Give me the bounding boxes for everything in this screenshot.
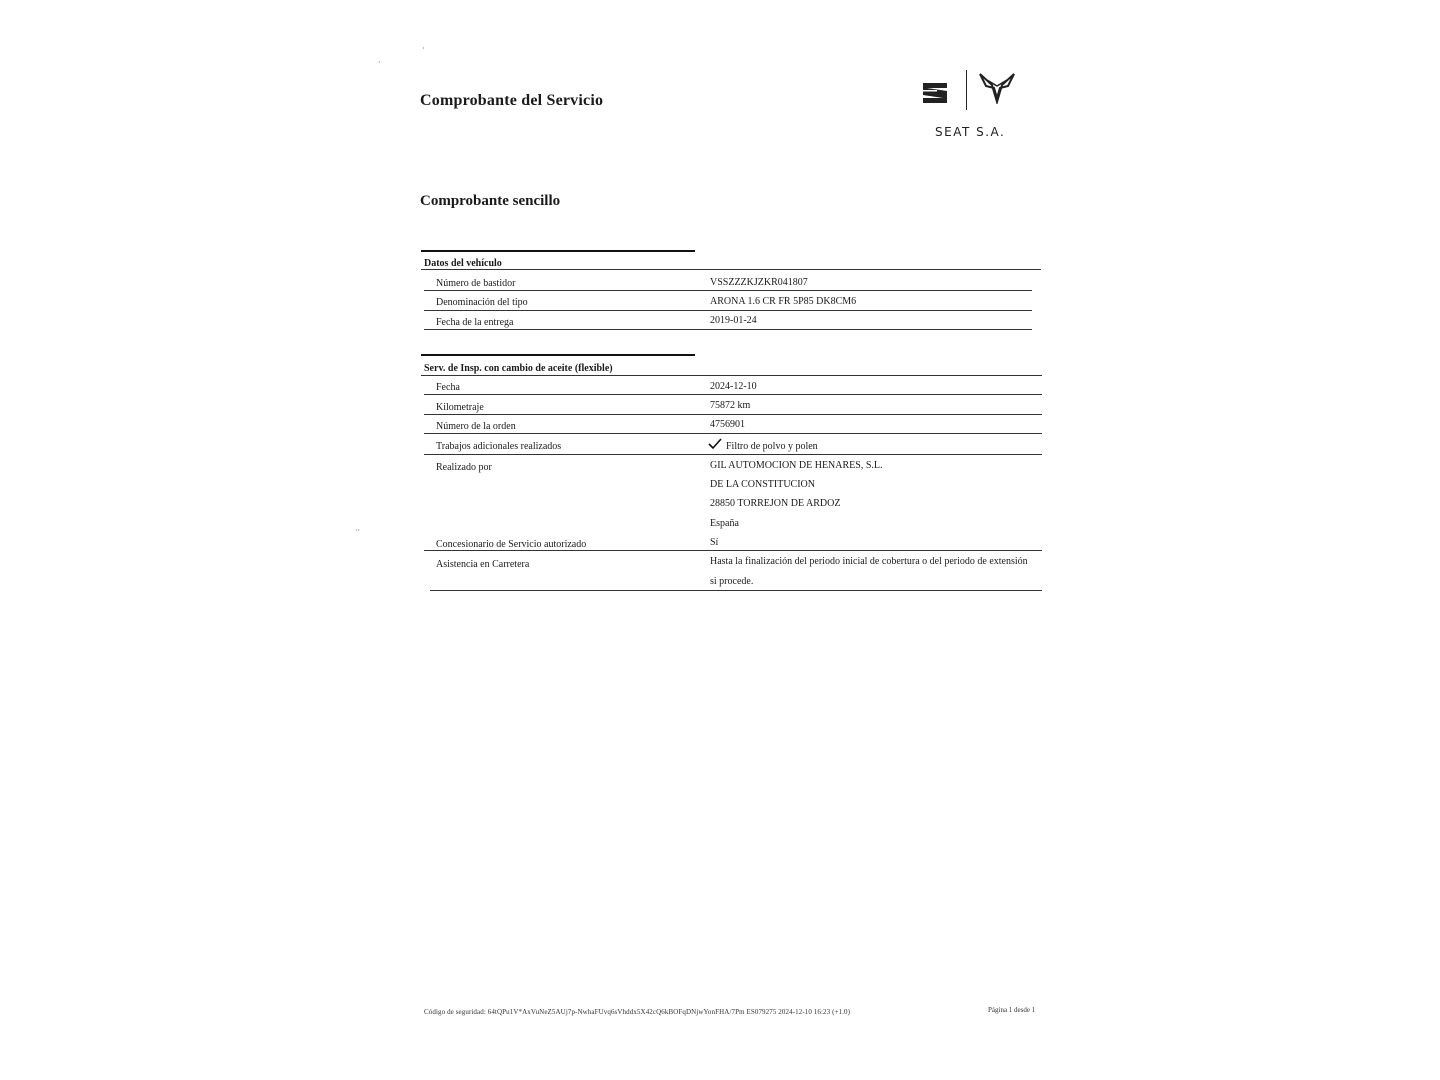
row-divider <box>430 590 1042 591</box>
row-divider <box>424 329 1032 330</box>
row-divider <box>424 414 1042 415</box>
section-bar-service <box>421 354 695 356</box>
page-number: Página 1 desde 1 <box>988 1006 1036 1014</box>
delivery-date-label: Fecha de la entrega <box>436 317 514 328</box>
check-icon <box>708 438 722 450</box>
roadside-value-line2: si procede. <box>710 576 754 587</box>
mileage-value: 75872 km <box>710 400 751 411</box>
row-divider <box>421 375 1042 376</box>
seat-logo-icon <box>921 80 949 106</box>
cupra-logo-icon <box>978 72 1016 104</box>
dealer-street: DE LA CONSTITUCION <box>710 479 815 490</box>
brand-name: SEAT S.A. <box>935 125 1006 139</box>
type-label: Denominación del tipo <box>436 297 528 308</box>
row-divider <box>424 290 1032 291</box>
scan-speck: · <box>422 44 425 53</box>
logo-separator <box>966 70 967 110</box>
security-code: Código de seguridad: 64tQPu1V*AxVuNeZ5AUj7p-NwhaFUvq6sVhddx5X42cQ6kBOFqDNjwYonFHA/7Pm ES079275 2024-12-10 16:23 (+1.0) <box>424 1008 851 1016</box>
section-heading-vehicle: Datos del vehículo <box>424 258 502 269</box>
scan-speck: ·· <box>355 526 361 535</box>
section-bar-vehicle <box>421 250 695 252</box>
row-divider <box>424 310 1032 311</box>
order-number-label: Número de la orden <box>436 421 516 432</box>
dealer-city: 28850 TORREJON DE ARDOZ <box>710 498 841 509</box>
vin-value: VSSZZZKJZKR041807 <box>710 277 808 288</box>
service-date-value: 2024-12-10 <box>710 381 757 392</box>
type-value: ARONA 1.6 CR FR 5P85 DK8CM6 <box>710 296 857 307</box>
row-divider <box>424 394 1042 395</box>
additional-work-label: Trabajos adicionales realizados <box>436 441 562 452</box>
delivery-date-value: 2019-01-24 <box>710 315 757 326</box>
row-divider <box>424 454 1042 455</box>
row-divider <box>424 433 1042 434</box>
dealer-country: España <box>710 518 739 529</box>
additional-work-value: Filtro de polvo y polen <box>726 441 818 452</box>
order-number-value: 4756901 <box>710 419 745 430</box>
dealer-name: GIL AUTOMOCION DE HENARES, S.L. <box>710 460 883 471</box>
performed-by-label: Realizado por <box>436 462 492 473</box>
document-subtitle: Comprobante sencillo <box>420 193 561 209</box>
service-date-label: Fecha <box>436 382 460 393</box>
section-heading-service: Serv. de Insp. con cambio de aceite (flexible) <box>424 363 613 374</box>
row-divider <box>424 550 1042 551</box>
scan-speck: · <box>378 58 381 67</box>
roadside-value-line1: Hasta la finalización del periodo inicial de cobertura o del periodo de extensión <box>710 556 1028 567</box>
mileage-label: Kilometraje <box>436 402 484 413</box>
vin-label: Número de bastidor <box>436 278 516 289</box>
authorized-dealer-value: Sí <box>710 537 719 548</box>
roadside-label: Asistencia en Carretera <box>436 559 530 570</box>
row-divider <box>421 269 1041 270</box>
document-title: Comprobante del Servicio <box>420 92 604 109</box>
authorized-dealer-label: Concesionario de Servicio autorizado <box>436 539 587 550</box>
